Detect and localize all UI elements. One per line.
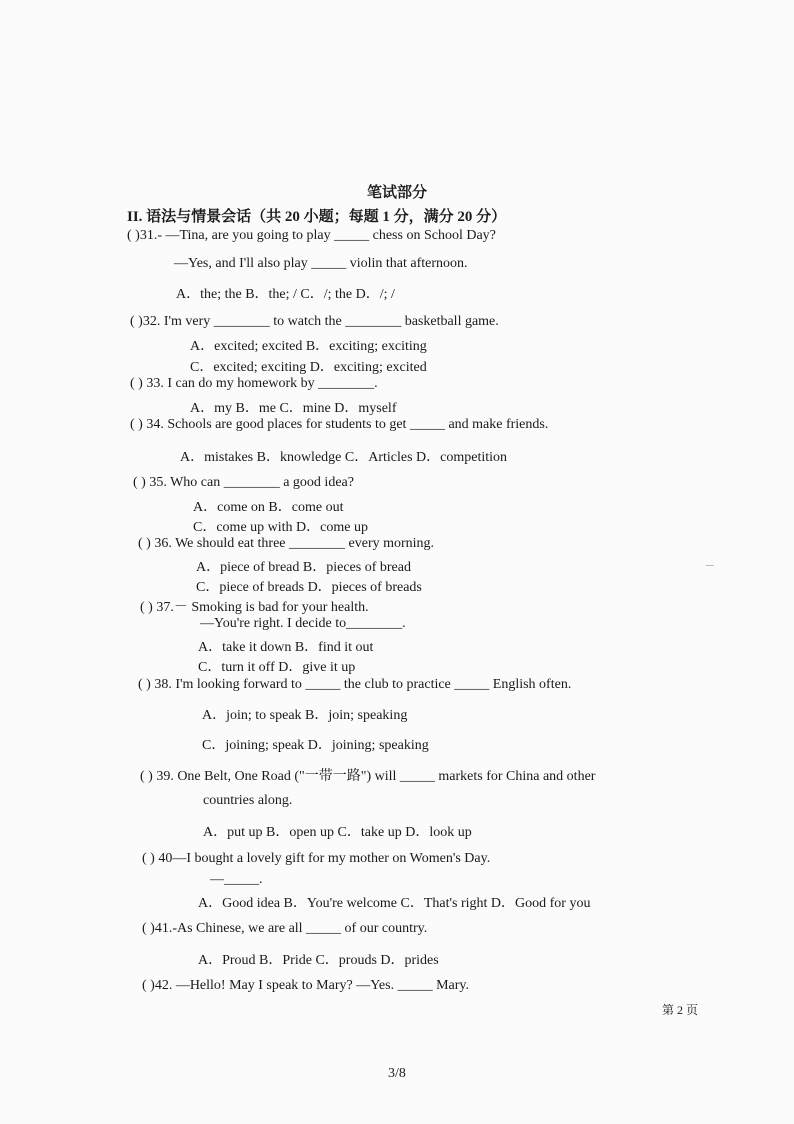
question-31-options: A．the; the B．the; / C．/; the D．/; / — [176, 287, 395, 302]
page-title: 笔试部分 — [366, 185, 427, 201]
question-32-options-ab: A．excited; excited B．exciting; exciting — [190, 339, 427, 354]
question-35-options-cd: C．come up with D．come up — [193, 520, 368, 535]
question-39-stem-continued: countries along. — [203, 793, 293, 808]
question-35-options-ab: A．come on B．come out — [193, 500, 344, 515]
question-40-options: A．Good idea B．You're welcome C．That's right D．Good for you — [198, 896, 591, 911]
question-36-options-cd: C．piece of breads D．pieces of breads — [196, 580, 422, 595]
question-40-stem: ( ) 40—I bought a lovely gift for my mother on Women's Day. — [142, 851, 491, 866]
question-38-options-ab: A．join; to speak B．join; speaking — [202, 708, 408, 723]
question-31-stem: ( )31.- —Tina, are you going to play _____ chess on School Day? — [127, 228, 496, 243]
question-33-options: A．my B．me C．mine D．myself — [190, 401, 397, 416]
question-35-stem: ( ) 35. Who can ________ a good idea? — [133, 475, 354, 490]
question-37-stem: ( ) 37.－ Smoking is bad for your health. — [140, 600, 369, 615]
scan-mark — [706, 565, 714, 566]
question-41-options: A．Proud B．Pride C．prouds D．prides — [198, 953, 439, 968]
question-42-stem: ( )42. —Hello! May I speak to Mary? —Yes. _____ Mary. — [142, 978, 470, 993]
question-34-options: A．mistakes B．knowledge C．Articles D．competition — [180, 450, 508, 465]
page-mark: 第 2 页 — [662, 1003, 699, 1017]
section-heading: II. 语法与情景会话（共 20 小题；每题 1 分，满分 20 分） — [127, 209, 507, 225]
question-32-stem: ( )32. I'm very ________ to watch the ________ basketball game. — [130, 314, 499, 329]
question-36-options-ab: A．piece of bread B．pieces of bread — [196, 560, 411, 575]
question-34-stem: ( ) 34. Schools are good places for students to get _____ and make friends. — [130, 417, 549, 432]
question-37-options-cd: C．turn it off D．give it up — [198, 660, 356, 675]
question-39-options: A．put up B．open up C．take up D．look up — [203, 825, 472, 840]
question-41-stem: ( )41.-As Chinese, we are all _____ of our country. — [142, 921, 428, 936]
question-33-stem: ( ) 33. I can do my homework by ________. — [130, 376, 378, 391]
question-37-reply: —You're right. I decide to________. — [200, 616, 406, 631]
question-31-reply: —Yes, and I'll also play _____ violin that afternoon. — [174, 256, 468, 271]
question-38-options-cd: C．joining; speak D．joining; speaking — [202, 738, 429, 753]
question-40-reply: —_____. — [210, 872, 263, 887]
page-number: 3/8 — [388, 1066, 406, 1081]
question-36-stem: ( ) 36. We should eat three ________ every morning. — [138, 536, 435, 551]
question-39-stem: ( ) 39. One Belt, One Road ("一带一路") will _____ markets for China and other — [140, 769, 596, 784]
question-37-options-ab: A．take it down B．find it out — [198, 640, 374, 655]
question-38-stem: ( ) 38. I'm looking forward to _____ the club to practice _____ English often. — [138, 677, 572, 692]
question-32-options-cd: C．excited; exciting D．exciting; excited — [190, 360, 427, 375]
